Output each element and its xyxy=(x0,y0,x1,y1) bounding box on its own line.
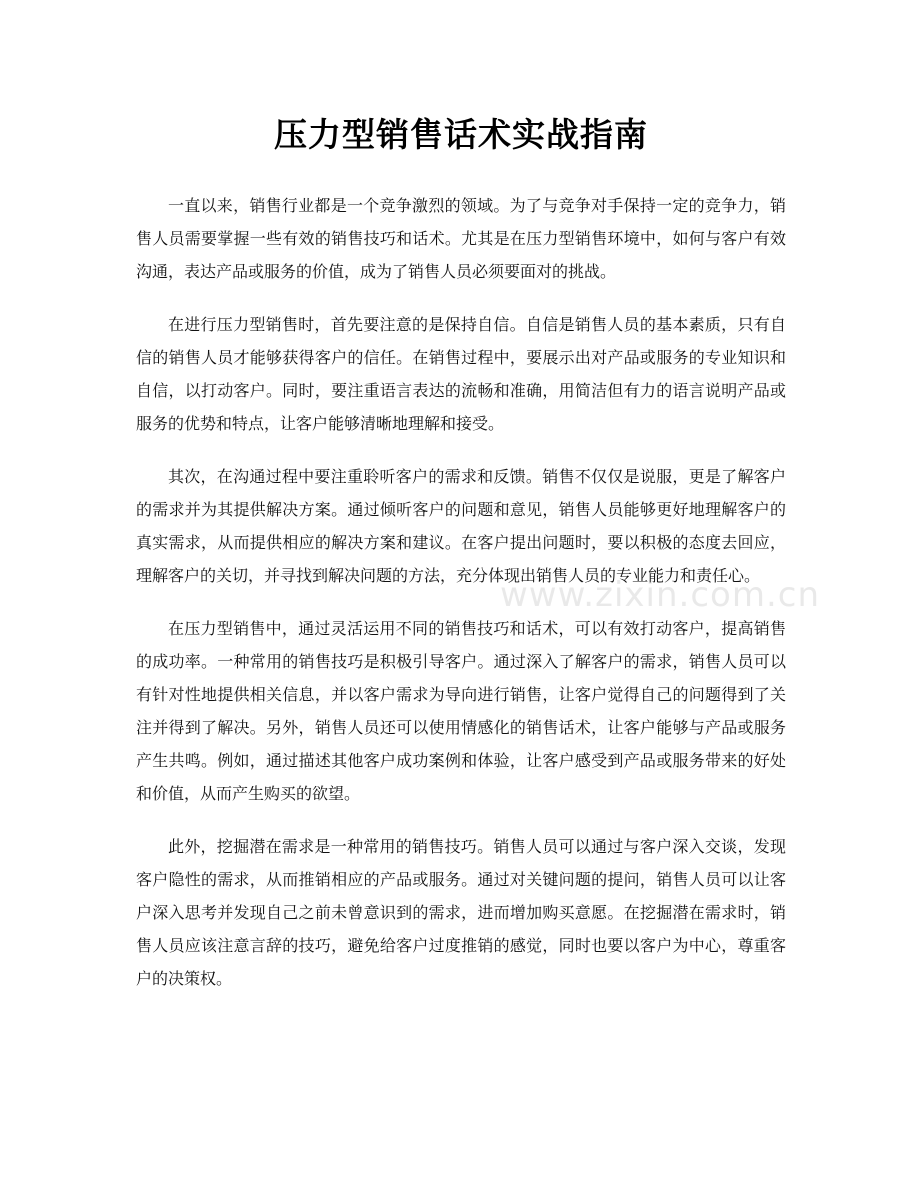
paragraph-2: 在进行压力型销售时，首先要注意的是保持自信。自信是销售人员的基本素质，只有自信的销售人员才能够获得客户的信任。在销售过程中，要展示出对产品或服务的专业知识和自信，以打动客户。同时，要注重语言表达的流畅和准确，用简洁但有力的语言说明产品或服务的优势和特点，让客户能够清晰地理解和接受。 xyxy=(136,315,786,433)
document-body xyxy=(136,189,786,995)
document-title: 压力型销售话术实战指南 xyxy=(274,115,648,154)
watermark: www.zixin.com.cn xyxy=(500,575,820,615)
paragraph-5: 此外，挖掘潜在需求是一种常用的销售技巧。销售人员可以通过与客户深入交谈，发现客户隐性的需求，从而推销相应的产品或服务。通过对关键问题的提问，销售人员可以让客户深入思考并发现自己之前未曾意识到的需求，进而增加购买意愿。在挖掘潜在需求时，销售人员应该注意言辞的技巧，避免给客户过度推销的感觉，同时也要以客户为中心，尊重客户的决策权。 xyxy=(136,837,786,988)
paragraph-4: 在压力型销售中，通过灵活运用不同的销售技巧和话术，可以有效打动客户，提高销售的成功率。一种常用的销售技巧是积极引导客户。通过深入了解客户的需求，销售人员可以有针对性地提供相关信息，并以客户需求为导向进行销售，让客户觉得自己的问题得到了关注并得到了解决。另外，销售人员还可以使用情感化的销售话术，让客户能够与产品或服务产生共鸣。例如，通过描述其他客户成功案例和体验，让客户感受到产品或服务带来的好处和价值，从而产生购买的欲望。 xyxy=(136,619,786,803)
paragraph-1: 一直以来，销售行业都是一个竞争激烈的领域。为了与竞争对手保持一定的竞争力，销售人员需要掌握一些有效的销售技巧和话术。尤其是在压力型销售环境中，如何与客户有效沟通，表达产品或服务的价值，成为了销售人员必须要面对的挑战。 xyxy=(136,196,786,281)
paragraph-3: 其次，在沟通过程中要注重聆听客户的需求和反馈。销售不仅仅是说服，更是了解客户的需求并为其提供解决方案。通过倾听客户的问题和意见，销售人员能够更好地理解客户的真实需求，从而提供相应的解决方案和建议。在客户提出问题时，要以积极的态度去回应，理解客户的关切，并寻找到解决问题的方法，充分体现出销售人员的专业能力和责任心。 xyxy=(136,467,786,585)
